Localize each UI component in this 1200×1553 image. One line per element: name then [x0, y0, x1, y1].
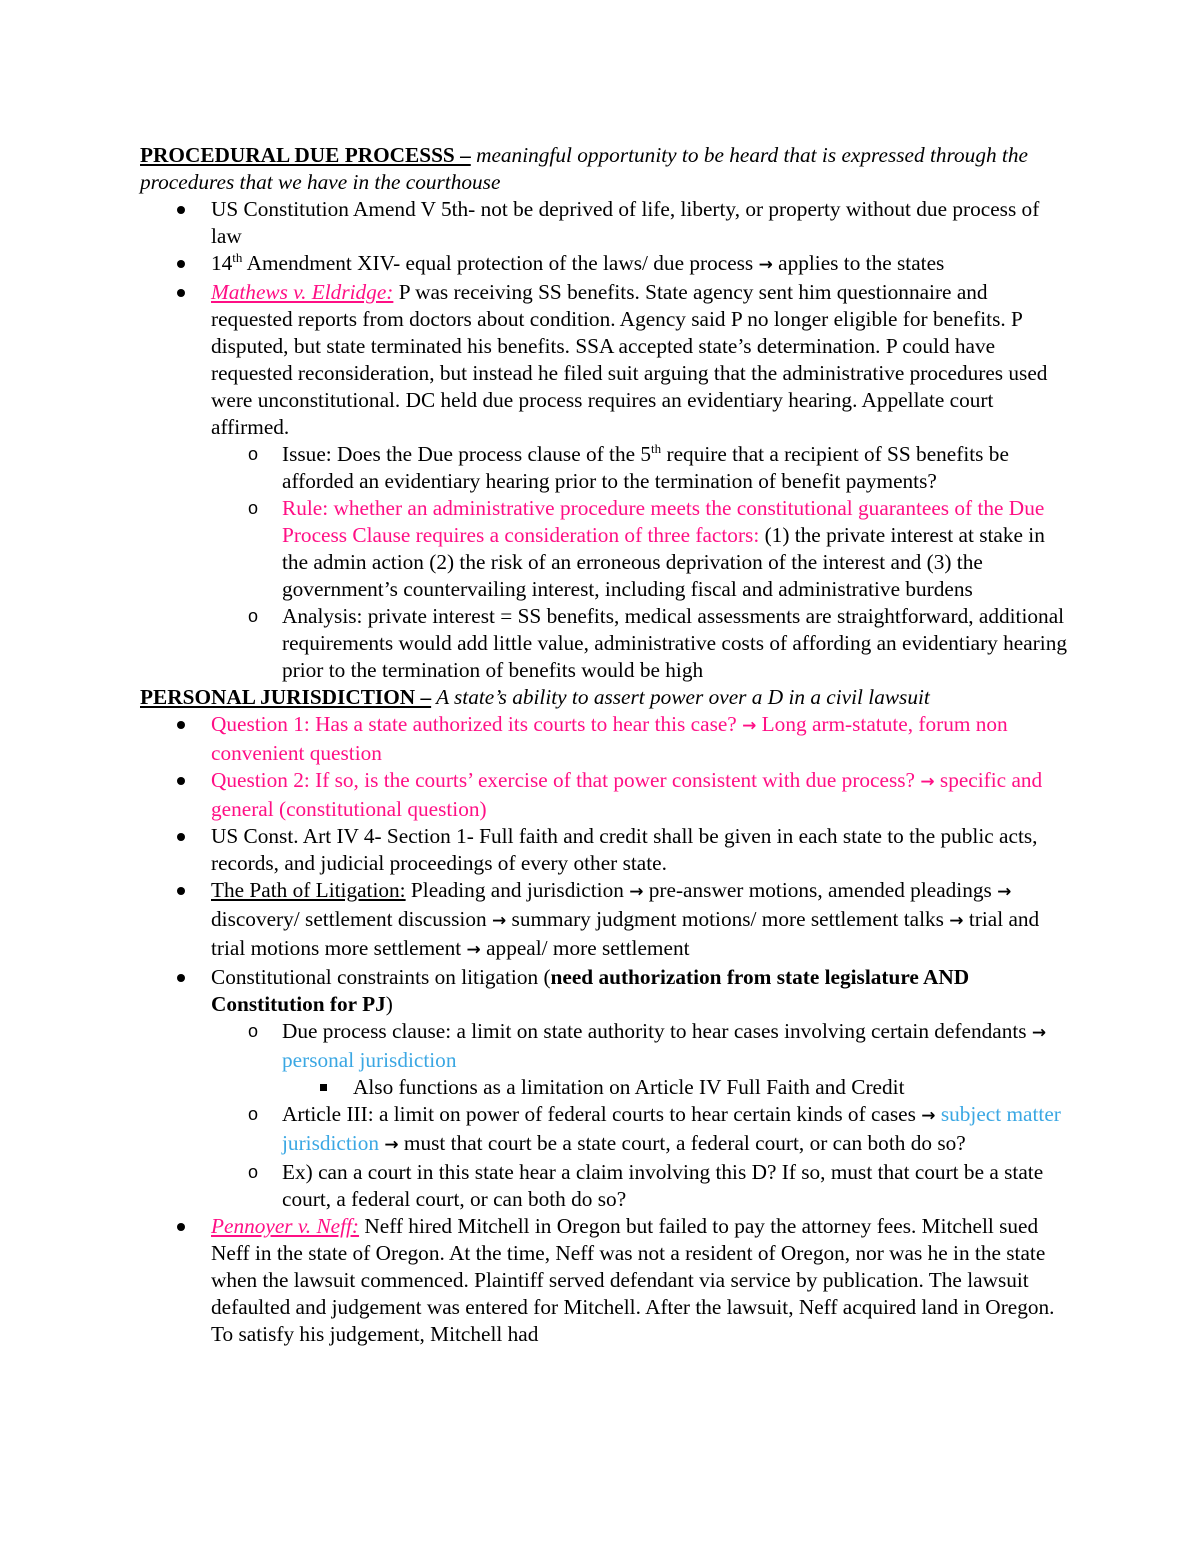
- path-step: appeal/ more settlement: [480, 936, 690, 960]
- section-procedural-due-process: [140, 142, 1070, 196]
- highlighted-term: personal jurisdiction: [282, 1048, 457, 1072]
- list-item-text: Ex) can a court in this state hear a claim involving this D? If so, must that court be a state court, a federal court, or can both do so?: [282, 1160, 1044, 1211]
- arrow-right-icon: →: [491, 911, 507, 931]
- highlighted-term: subject matter jurisdiction: [282, 1102, 1061, 1155]
- sub-sub-list-item: [140, 1074, 1070, 1101]
- arrow-right-icon: →: [921, 1106, 936, 1126]
- case-name: Pennoyer v. Neff:: [211, 1214, 360, 1238]
- arrow-right-icon: →: [920, 772, 935, 792]
- list-item-text: 14: [211, 251, 233, 275]
- square-bullet-icon: [320, 1074, 327, 1101]
- list-item-text: Also functions as a limitation on Article IV Full Faith and Credit: [353, 1075, 905, 1099]
- bullet-icon: [177, 877, 187, 904]
- bullet-icon: [177, 711, 187, 738]
- path-step: discovery/ settlement discussion: [211, 907, 492, 931]
- question-text: Question 2: If so, is the courts’ exercise of that power consistent with due process?: [211, 768, 921, 792]
- circle-bullet-icon: o: [248, 606, 259, 626]
- section-heading: PERSONAL JURISDICTION –: [140, 685, 432, 709]
- sub-list-item: [140, 603, 1070, 684]
- list-item-text: ): [385, 992, 393, 1016]
- issue-text: Issue: Does the Due process clause of the 5: [282, 442, 652, 466]
- arrow-right-icon: →: [466, 940, 481, 960]
- case-facts: P was receiving SS benefits. State agency sent him questionnaire and requested reports from doctors about condition. Agency said P no longer eligible for benefits. P disputed, but state terminated his benefits. SSA accepted state’s determination. P could have requested reconsideration, but instead he filed suit arguing that the administrative procedures used were unconstitutional. DC held due process requires an evidentiary hearing. Appellate court affirmed.: [211, 280, 1048, 439]
- list-item-text: Due process clause: a limit on state authority to hear cases involving certain defendants: [282, 1019, 1032, 1043]
- list-item-text: must that court be a state court, a federal court, or can both do so?: [398, 1131, 966, 1155]
- arrow-right-icon: →: [629, 882, 644, 902]
- circle-bullet-icon: o: [248, 444, 259, 464]
- list-item: [140, 964, 1070, 1018]
- path-step: trial and trial motions more settlement: [211, 907, 1040, 960]
- bullet-icon: [177, 250, 187, 277]
- notes-body: [140, 142, 1070, 1348]
- list-item: [140, 767, 1070, 823]
- analysis-text: Analysis: private interest = SS benefits, medical assessments are straightforward, additional requirements would add little value, administrative costs of affording an evidentiary hearing prior to the termination of benefits would be high: [282, 604, 1067, 682]
- path-step: summary judgment motions/ more settlement talks: [506, 907, 950, 931]
- section-heading: PROCEDURAL DUE PROCESSS –: [140, 143, 471, 167]
- issue-text: require that a recipient of SS benefits be afforded an evidentiary hearing prior to the termination of benefit payments?: [282, 442, 1009, 493]
- case-name: Mathews v. Eldridge:: [211, 280, 394, 304]
- bullet-icon: [177, 823, 187, 850]
- sub-list-item: [140, 1018, 1070, 1074]
- question-text: Question 1: Has a state authorized its courts to hear this case?: [211, 712, 743, 736]
- path-step: Pleading and jurisdiction: [405, 878, 630, 902]
- list-item-text: Article III: a limit on power of federal courts to hear certain kinds of cases: [282, 1102, 922, 1126]
- sub-list-item: [140, 441, 1070, 495]
- sub-list-item: [140, 495, 1070, 603]
- bullet-icon: [177, 767, 187, 794]
- list-item: [140, 250, 1070, 279]
- question-text: specific and general (constitutional question): [211, 768, 1043, 821]
- list-item: [140, 1213, 1070, 1348]
- circle-bullet-icon: o: [248, 1021, 259, 1041]
- bullet-icon: [177, 1213, 187, 1240]
- circle-bullet-icon: o: [248, 498, 259, 518]
- rule-factors: (1) the private interest at stake in the admin action (2) the risk of an erroneous deprivation of the interest and (3) the government’s countervailing interest, including fiscal and administrative burdens: [282, 523, 1045, 601]
- bold-text: need authorization from state legislature AND Constitution for PJ: [211, 965, 970, 1016]
- section-personal-jurisdiction: [140, 684, 1070, 711]
- arrow-right-icon: →: [949, 911, 964, 931]
- bullet-icon: [177, 196, 187, 223]
- list-item-text: applies to the states: [772, 251, 945, 275]
- sub-list-item: [140, 1159, 1070, 1213]
- list-item: [140, 711, 1070, 767]
- section-definition: meaningful opportunity to be heard that is expressed through the procedures that we have in the courthouse: [140, 143, 1028, 194]
- path-step: pre-answer motions, amended pleadings: [643, 878, 998, 902]
- list-item-text: US Constitution Amend V 5th- not be deprived of life, liberty, or property without due process of law: [211, 197, 1040, 248]
- arrow-right-icon: →: [997, 882, 1012, 902]
- case-facts: Neff hired Mitchell in Oregon but failed to pay the attorney fees. Mitchell sued Neff in the state of Oregon. At the time, Neff was not a resident of Oregon, nor was he in the state when the lawsuit commenced. Plaintiff served defendant via service by publication. The lawsuit defaulted and judgement was entered for Mitchell. After the lawsuit, Neff acquired land in Oregon. To satisfy his judgement, Mitchell had: [211, 1214, 1055, 1346]
- bullet-icon: [177, 964, 187, 991]
- circle-bullet-icon: o: [248, 1104, 259, 1124]
- question-text: Long arm-statute, forum non convenient question: [211, 712, 1008, 765]
- list-item-text: Constitutional constraints on litigation (: [211, 965, 551, 989]
- list-item: [140, 823, 1070, 877]
- list-item: [140, 877, 1070, 964]
- arrow-right-icon: →: [1031, 1023, 1047, 1043]
- bullet-icon: [177, 279, 187, 306]
- superscript: th: [651, 440, 662, 456]
- list-item: [140, 196, 1070, 250]
- superscript: th: [232, 249, 243, 265]
- list-item-text: US Const. Art IV 4- Section 1- Full faith and credit shall be given in each state to the public acts, records, and judicial proceedings of every other state.: [211, 824, 1038, 875]
- list-item-text: Amendment XIV- equal protection of the laws/ due process: [242, 251, 759, 275]
- section-definition: A state’s ability to assert power over a D in a civil lawsuit: [431, 685, 930, 709]
- arrow-right-icon: →: [384, 1135, 399, 1155]
- circle-bullet-icon: o: [248, 1162, 259, 1182]
- rule-text: Rule: whether an administrative procedure meets the constitutional guarantees of the Due Process Clause requires a consideration of three factors:: [282, 496, 1045, 547]
- sub-list-item: [140, 1101, 1070, 1159]
- list-item: [140, 279, 1070, 441]
- path-label: The Path of Litigation:: [211, 878, 406, 902]
- arrow-right-icon: →: [758, 255, 773, 275]
- arrow-right-icon: →: [742, 716, 757, 736]
